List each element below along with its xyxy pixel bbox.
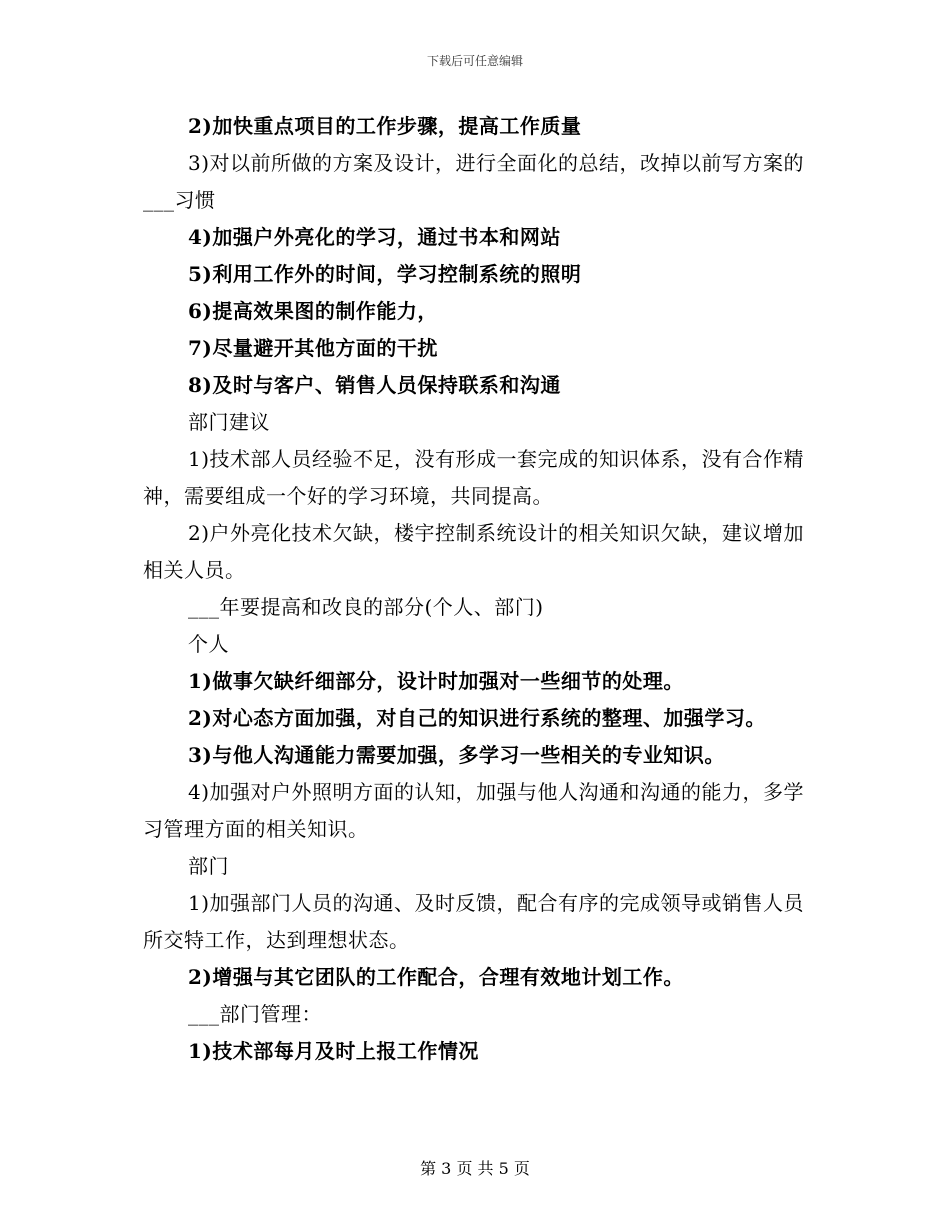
paragraph: 3)对以前所做的方案及设计，进行全面化的总结，改掉以前写方案的___习惯: [143, 151, 805, 212]
section-heading: ___年要提高和改良的部分(个人、部门): [188, 595, 544, 619]
paragraph: 4)加强户外亮化的学习，通过书本和网站: [188, 225, 561, 249]
paragraph: 2)增强与其它团队的工作配合，合理有效地计划工作。: [188, 965, 684, 989]
paragraph: 6)提高效果图的制作能力，: [188, 299, 438, 323]
paragraph: 8)及时与客户、销售人员保持联系和沟通: [188, 373, 561, 397]
page-footer: 第 3 页 共 5 页: [420, 1159, 530, 1178]
section-heading: ___部门管理：: [188, 1002, 322, 1026]
paragraph: 1)技术部人员经验不足，没有形成一套完成的知识体系，没有合作精神，需要组成一个好的学习环境，共同提高。: [143, 447, 805, 508]
paragraph: 4)加强对户外照明方面的认知，加强与他人沟通和沟通的能力，多学习管理方面的相关知识。: [143, 780, 805, 841]
paragraph: 1)做事欠缺纤细部分，设计时加强对一些细节的处理。: [188, 669, 684, 693]
document-body: [143, 108, 808, 1070]
paragraph: 2)对心态方面加强，对自己的知识进行系统的整理、加强学习。: [188, 706, 766, 730]
page-header: 下载后可任意编辑: [426, 54, 523, 68]
paragraph: 7)尽量避开其他方面的干扰: [188, 336, 438, 360]
paragraph: 5)利用工作外的时间，学习控制系统的照明: [188, 262, 582, 286]
section-heading: 部门建议: [188, 410, 270, 434]
section-heading: 个人: [188, 632, 229, 656]
paragraph: 3)与他人沟通能力需要加强，多学习一些相关的专业知识。: [188, 743, 725, 767]
paragraph: 2)加快重点项目的工作步骤，提高工作质量: [188, 114, 582, 138]
paragraph: 1)技术部每月及时上报工作情况: [188, 1039, 479, 1063]
paragraph: 1)加强部门人员的沟通、及时反馈，配合有序的完成领导或销售人员所交特工作，达到理想状态。: [143, 891, 805, 952]
paragraph: 2)户外亮化技术欠缺，楼宇控制系统设计的相关知识欠缺，建议增加相关人员。: [143, 521, 805, 582]
section-heading: 部门: [188, 854, 229, 878]
